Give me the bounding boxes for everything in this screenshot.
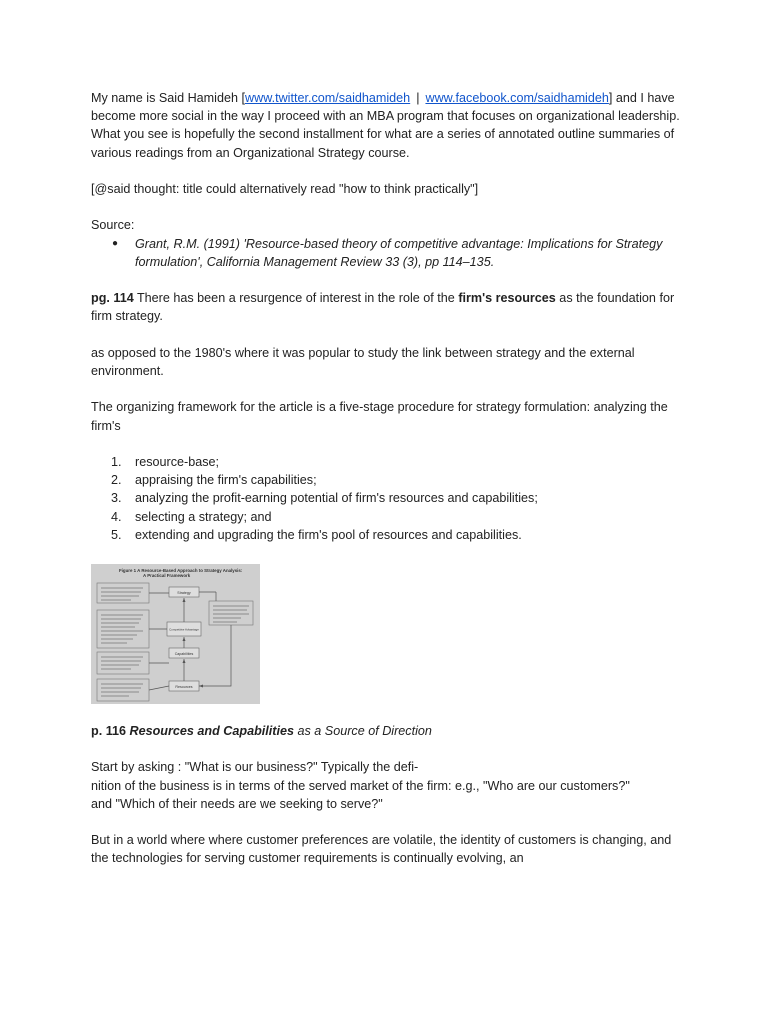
stages-list xyxy=(91,453,681,544)
list-item: 2. appraising the firm's capabilities; xyxy=(111,473,317,488)
citation-text: Grant, R.M. (1991) 'Resource-based theory of competitive advantage: Implications for Strategy formulation', California Management Review 33 (3), pp 114–135. xyxy=(135,236,663,269)
twitter-link[interactable]: www.twitter.com/saidhamideh xyxy=(245,91,411,105)
p116-heading xyxy=(91,722,681,740)
facebook-link[interactable]: www.facebook.com/saidhamideh xyxy=(425,91,609,105)
source-list xyxy=(91,235,681,271)
business-question-line1: Start by asking : "What is our business?" Typically the defi- xyxy=(91,760,419,775)
pg114-text-1: There has been a resurgence of interest in the role of the xyxy=(133,291,459,306)
page-ref-114: pg. 114 xyxy=(91,291,134,306)
pg114-paragraph xyxy=(91,289,681,325)
box-strategy-label: Strategy xyxy=(177,590,191,595)
resources-capabilities-term: Resources and Capabilities xyxy=(129,723,294,738)
list-item: 3. analyzing the profit-earning potential of firm's resources and capabilities; xyxy=(111,491,538,506)
contrast-paragraph: as opposed to the 1980's where it was popular to study the link between strategy and the external environment. xyxy=(91,345,635,378)
box-advantage-label: Competitive Advantage xyxy=(169,627,199,632)
list-item: 1. resource-base; xyxy=(111,454,219,469)
link-separator: | xyxy=(416,91,420,105)
framework-diagram xyxy=(91,564,260,704)
source-label: Source: xyxy=(91,218,135,233)
thought-note: [@said thought: title could alternatively read "how to think practically"] xyxy=(91,182,479,196)
list-item: 5. extending and upgrading the firm's pool of resources and capabilities. xyxy=(111,527,522,542)
firm-resources-term: firm's resources xyxy=(458,291,556,306)
box-resources-label: Resources xyxy=(175,684,193,689)
figure-title-line1: Figure 1 A Resource-Based Approach to Strategy Analysis: xyxy=(119,567,243,573)
pg114-text-2: as the foundation for firm strategy. xyxy=(91,291,675,324)
volatile-paragraph: But in a world where where customer preferences are volatile, the identity of customers is changing, and the technologies for serving customer requirements is continually evolving, an xyxy=(91,833,672,866)
business-question-line2: nition of the business is in terms of the served market of the firm: e.g., "Who are our customers?" xyxy=(91,778,630,793)
framework-figure-image xyxy=(91,564,260,704)
intro-text-start: My name is Said Hamideh [ xyxy=(91,91,245,105)
page-ref-116: p. 116 xyxy=(91,723,127,738)
figure-title-line2: A Practical Framework xyxy=(143,572,191,578)
intro-text-end: ] and I have become more social in the way I proceed with an MBA program that focuses on organizational leadership. What you see is hopefully the second installment for what are a series of annotated outline summaries of various readings from an Organizational Strategy course. xyxy=(91,91,680,160)
box-capabilities-label: Capabilities xyxy=(174,651,194,656)
document-body xyxy=(91,89,681,868)
source-citation xyxy=(112,235,681,271)
p116-italic-text: as a Source of Direction xyxy=(294,723,432,738)
framework-intro: The organizing framework for the article is a five-stage procedure for strategy formulation: analyzing the firm's xyxy=(91,400,668,433)
list-item: 4. selecting a strategy; and xyxy=(111,509,272,524)
business-question-line3: and "Which of their needs are we seeking to serve?" xyxy=(91,796,383,811)
intro-paragraph xyxy=(91,89,681,162)
bullet-icon: ● xyxy=(112,237,119,249)
